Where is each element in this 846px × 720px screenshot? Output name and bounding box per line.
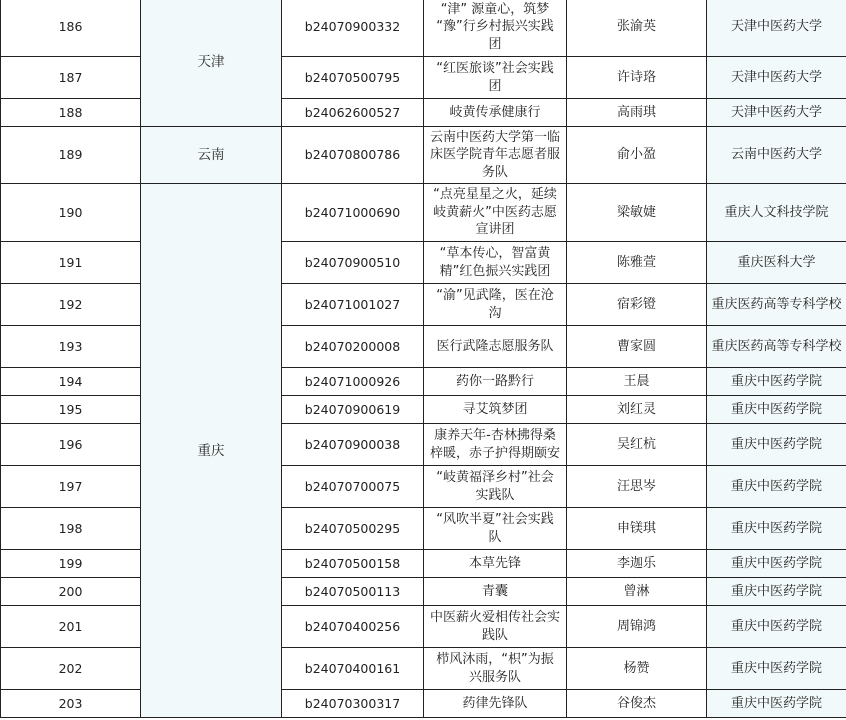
row-number: 192 [1,284,141,326]
team-name: 云南中医药大学第一临床医学院青年志愿者服务队 [424,127,567,184]
row-number: 191 [1,242,141,284]
team-name: 药律先锋队 [424,690,567,718]
project-id: b24070500795 [282,57,424,99]
leader-name: 高雨琪 [567,99,707,127]
row-number: 194 [1,368,141,396]
leader-name: 梁敏婕 [567,184,707,242]
team-name: “岐黄福泽乡村”社会实践队 [424,466,567,508]
project-id: b24062600527 [282,99,424,127]
leader-name: 刘红灵 [567,396,707,424]
project-id: b24070200008 [282,326,424,368]
project-id: b24070900619 [282,396,424,424]
table-row [1,0,846,57]
row-number: 189 [1,127,141,184]
row-number: 188 [1,99,141,127]
school-name: 重庆中医药学院 [707,606,846,648]
project-id: b24071000926 [282,368,424,396]
table-row [1,326,846,368]
team-name: “津” 源童心，筑梦 “豫”行乡村振兴实践团 [424,0,567,57]
table-row [1,648,846,690]
team-name: 青囊 [424,578,567,606]
team-name: 本草先锋 [424,550,567,578]
school-name: 天津中医药大学 [707,0,846,57]
school-name: 重庆医药高等专科学校 [707,284,846,326]
school-name: 天津中医药大学 [707,99,846,127]
school-name: 重庆中医药学院 [707,396,846,424]
school-name: 云南中医药大学 [707,127,846,184]
team-name: “红医旅谈”社会实践团 [424,57,567,99]
leader-name: 许诗珞 [567,57,707,99]
project-id: b24070500158 [282,550,424,578]
school-name: 重庆中医药学院 [707,690,846,718]
project-id: b24070800786 [282,127,424,184]
leader-name: 张渝英 [567,0,707,57]
row-number: 190 [1,184,141,242]
leader-name: 汪思岑 [567,466,707,508]
project-id: b24070400256 [282,606,424,648]
team-name: 药你一路黔行 [424,368,567,396]
team-name: 寻艾筑梦团 [424,396,567,424]
team-name: “草本传心，智富黄精”红色振兴实践团 [424,242,567,284]
leader-name: 谷俊杰 [567,690,707,718]
team-name: 岐黄传承健康行 [424,99,567,127]
table-row [1,508,846,550]
row-number: 198 [1,508,141,550]
team-name: “风吹半夏”社会实践队 [424,508,567,550]
leader-name: 宿彩镫 [567,284,707,326]
leader-name: 杨赞 [567,648,707,690]
school-name: 重庆中医药学院 [707,508,846,550]
leader-name: 王晨 [567,368,707,396]
project-id: b24071001027 [282,284,424,326]
row-number: 186 [1,0,141,57]
school-name: 重庆中医药学院 [707,648,846,690]
project-id: b24070700075 [282,466,424,508]
team-name: 中医薪火爱相传社会实践队 [424,606,567,648]
school-name: 重庆中医药学院 [707,578,846,606]
row-number: 200 [1,578,141,606]
school-name: 重庆中医药学院 [707,466,846,508]
table-row [1,578,846,606]
row-number: 201 [1,606,141,648]
team-name: 康养天年-杏林拂得桑梓暖，赤子护得期颐安 [424,424,567,466]
table-row [1,396,846,424]
project-id: b24070900510 [282,242,424,284]
team-name: “点亮星星之火，延续岐黄薪火”中医药志愿宣讲团 [424,184,567,242]
region-cell: 重庆 [141,184,282,718]
table-row [1,57,846,99]
table-row [1,466,846,508]
school-name: 重庆中医药学院 [707,550,846,578]
table-row [1,368,846,396]
table-row [1,99,846,127]
leader-name: 曾淋 [567,578,707,606]
table-row [1,184,846,242]
row-number: 203 [1,690,141,718]
school-name: 天津中医药大学 [707,57,846,99]
row-number: 197 [1,466,141,508]
school-name: 重庆医科大学 [707,242,846,284]
table-row [1,424,846,466]
team-name: 栉风沐雨，“枳”为振兴服务队 [424,648,567,690]
leader-name: 俞小盈 [567,127,707,184]
team-name: “渝”见武隆，医在沧沟 [424,284,567,326]
project-id: b24070900332 [282,0,424,57]
region-cell: 天津 [141,0,282,127]
team-name: 医行武隆志愿服务队 [424,326,567,368]
leader-name: 申镁琪 [567,508,707,550]
school-name: 重庆中医药学院 [707,368,846,396]
row-number: 195 [1,396,141,424]
school-name: 重庆中医药学院 [707,424,846,466]
table-row [1,242,846,284]
row-number: 199 [1,550,141,578]
leader-name: 曹家圆 [567,326,707,368]
table-row [1,690,846,718]
region-cell: 云南 [141,127,282,184]
row-number: 196 [1,424,141,466]
project-id: b24071000690 [282,184,424,242]
leader-name: 周锦鸿 [567,606,707,648]
school-name: 重庆医药高等专科学校 [707,326,846,368]
leader-name: 陈雅萱 [567,242,707,284]
leader-name: 李迦乐 [567,550,707,578]
project-id: b24070400161 [282,648,424,690]
project-id: b24070900038 [282,424,424,466]
project-id: b24070500113 [282,578,424,606]
project-id: b24070300317 [282,690,424,718]
table-row [1,127,846,184]
row-number: 187 [1,57,141,99]
table-row [1,606,846,648]
table-row [1,550,846,578]
table-row [1,284,846,326]
project-id: b24070500295 [282,508,424,550]
row-number: 202 [1,648,141,690]
school-name: 重庆人文科技学院 [707,184,846,242]
row-number: 193 [1,326,141,368]
leader-name: 吴红杭 [567,424,707,466]
